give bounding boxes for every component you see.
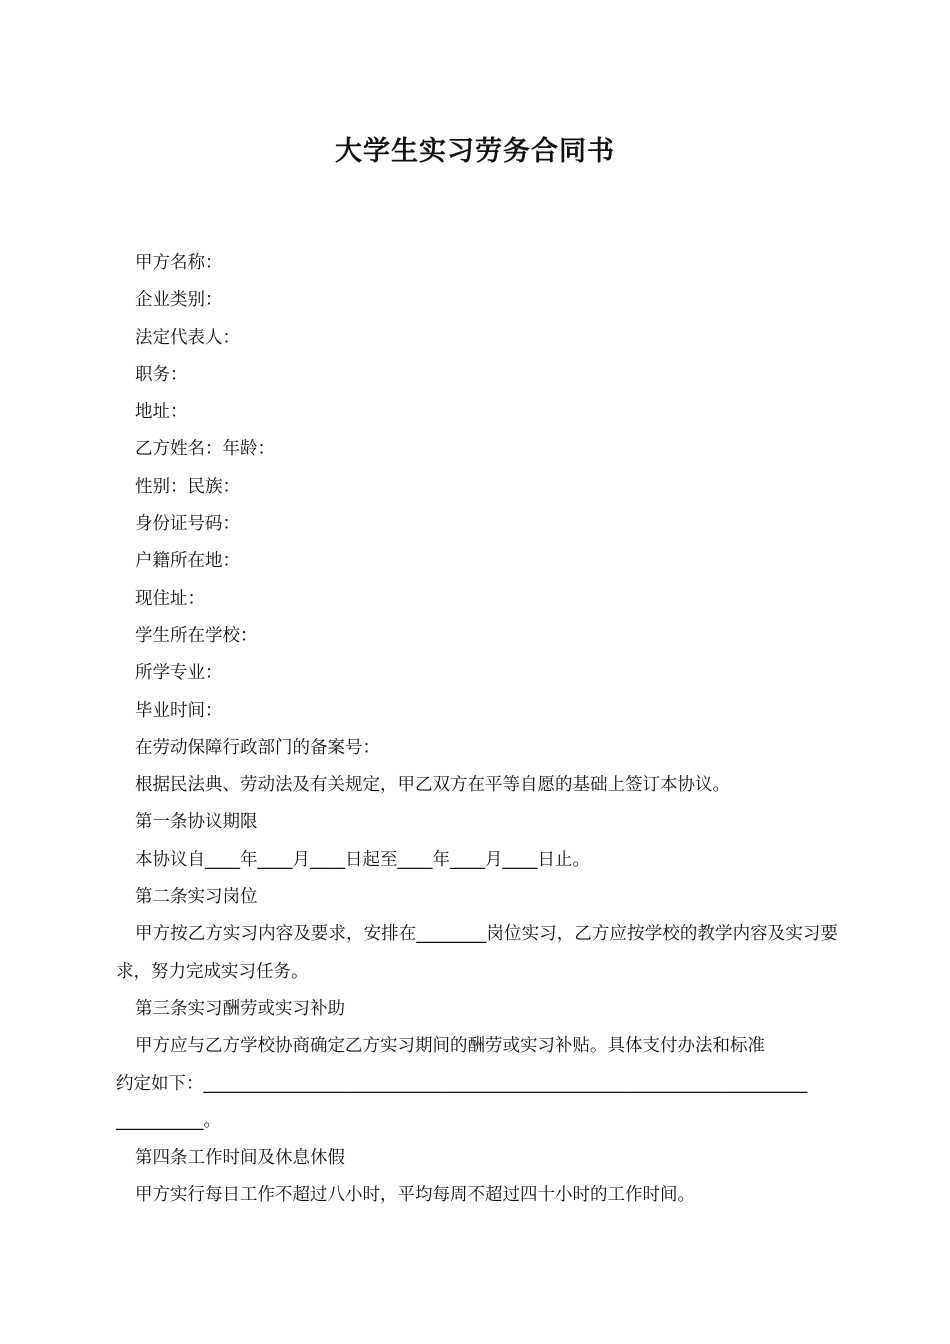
- article3-heading: 第三条实习酬劳或实习补助: [135, 998, 345, 1019]
- article4-text: 甲方实行每日工作不超过八小时，平均每周不超过四十小时的工作时间。: [135, 1185, 695, 1206]
- field-party-a-name: 甲方名称：: [135, 253, 223, 273]
- field-filing-number: 在劳动保障行政部门的备案号：: [135, 737, 380, 758]
- field-household-registration: 户籍所在地：: [135, 551, 240, 572]
- field-address: 地址：: [135, 402, 188, 423]
- field-current-address: 现住址：: [135, 588, 205, 609]
- field-enterprise-type: 企业类别：: [135, 290, 223, 311]
- field-major: 所学专业：: [135, 663, 223, 684]
- article2-text: 甲方按乙方实习内容及要求，安排在________岗位实习，乙方应按学校的教学内容及实习要求，努力完成实习任务。: [116, 924, 838, 982]
- field-school: 学生所在学校：: [135, 625, 258, 646]
- field-legal-representative: 法定代表人：: [135, 327, 240, 348]
- document-body: [116, 245, 838, 1215]
- field-party-b-name-age: 乙方姓名：年龄：: [135, 439, 275, 460]
- article3-text-line1: 甲方应与乙方学校协商确定乙方实习期间的酬劳或实习补贴。具体支付办法和标准: [135, 1036, 765, 1057]
- field-position: 职务：: [135, 364, 188, 385]
- field-graduation-time: 毕业时间：: [135, 700, 223, 721]
- article3-text-line3: __________。: [116, 1110, 221, 1131]
- intro-paragraph: 根据民法典、劳动法及有关规定，甲乙双方在平等自愿的基础上签订本协议。: [135, 775, 730, 796]
- article3-text-line2: 约定如下：_____________________________________________________________________: [116, 1073, 808, 1094]
- article1-text: 本协议自____年____月____日起至____年____月____日止。: [135, 849, 590, 870]
- document-title: 大学生实习劳务合同书: [335, 136, 615, 167]
- field-gender-ethnicity: 性别：民族：: [135, 476, 240, 497]
- article4-heading: 第四条工作时间及休息休假: [135, 1148, 345, 1169]
- field-id-number: 身份证号码：: [135, 514, 240, 535]
- article2-heading: 第二条实习岗位: [135, 887, 258, 908]
- article1-heading: 第一条协议期限: [135, 812, 258, 833]
